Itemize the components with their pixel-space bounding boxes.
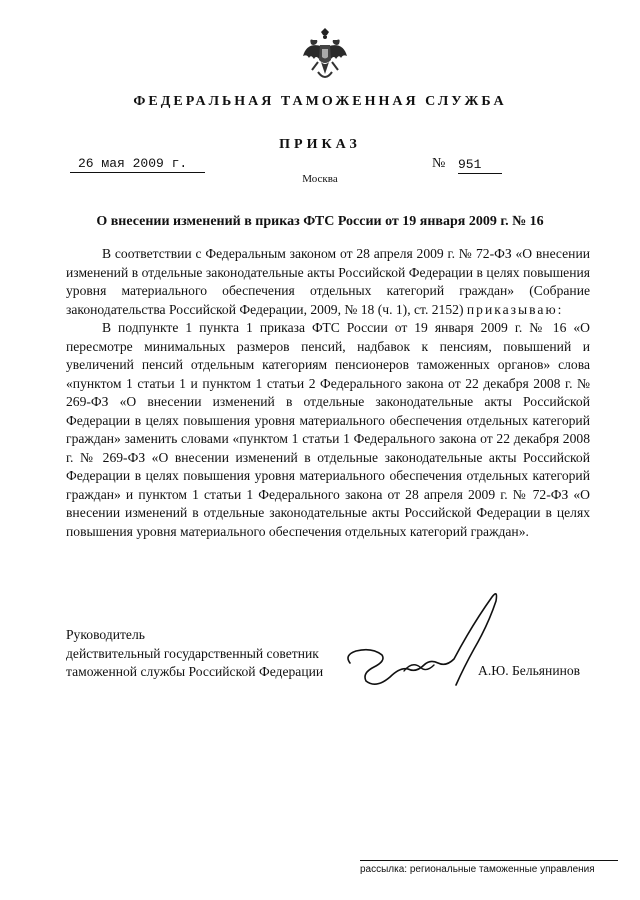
agency-name: ФЕДЕРАЛЬНАЯ ТАМОЖЕННАЯ СЛУЖБА [133, 94, 507, 109]
order-number-label: № [432, 156, 446, 171]
paragraph-2: В подпункте 1 пункта 1 приказа ФТС России от 19 января 2009 г. № 16 «О пересмотре минимальных размеров пенсий, надбавок к пенсиям, повышений и увеличений пенсий отдельным категориям пенсионеров таможенных органов» слова «пунктом 1 статьи 1 и пунктом 1 статьи 2 Федерального закона от 22 декабря 2008 г. № 269-ФЗ «О внесении изменений в отдельные законодательные акты Российской Федерации в целях повышения уровня материального обеспечения отдельных категорий граждан» заменить словами «пунктом 1 статьи 1 Федерального закона от 22 декабря 2008 г. № 269-ФЗ «О внесении изменений в отдельные законодательные акты Российской Федерации в целях повышения уровня материального обеспечения отдельных категорий граждан» и пунктом 1 статьи 1 Федерального закона от 28 апреля 2009 г. № 72-ФЗ «О внесении изменений в отдельные законодательные акты Российской Федерации в целях повышения уровня материального обеспечения отдельных категорий граждан». [66, 320, 590, 539]
coat-of-arms-icon [301, 28, 349, 84]
signatory-name: А.Ю. Бельянинов [478, 663, 581, 678]
document-type: ПРИКАЗ [279, 137, 361, 152]
document-title: О внесении изменений в приказ ФТС России от 19 января 2009 г. № 16 [96, 214, 544, 229]
order-date: 26 мая 2009 г. [70, 156, 205, 173]
distribution-note: рассылка: региональные таможенные управления [360, 860, 618, 875]
document-body [66, 245, 590, 541]
paragraph-1 [66, 245, 590, 319]
signatory-position [66, 626, 323, 682]
paragraph-1-text: В соответствии с Федеральным законом от 28 апреля 2009 г. № 72-ФЗ «О внесении изменений в отдельные законодательные акты Российской Федерации в целях повышения уровня материального обеспечения отдельных категорий граждан» (Собрание законодательства Российской Федерации, 2009, № 18 (ч. 1), ст. 2152) [66, 246, 590, 317]
position-line-1: Руководитель [66, 627, 145, 642]
position-line-2: действительный государственный советник [66, 645, 319, 661]
position-line-3: таможенной службы Российской Федерации [66, 664, 324, 679]
order-word: приказываю: [466, 301, 564, 317]
city: Москва [302, 173, 338, 185]
order-number: 951 [458, 157, 502, 174]
